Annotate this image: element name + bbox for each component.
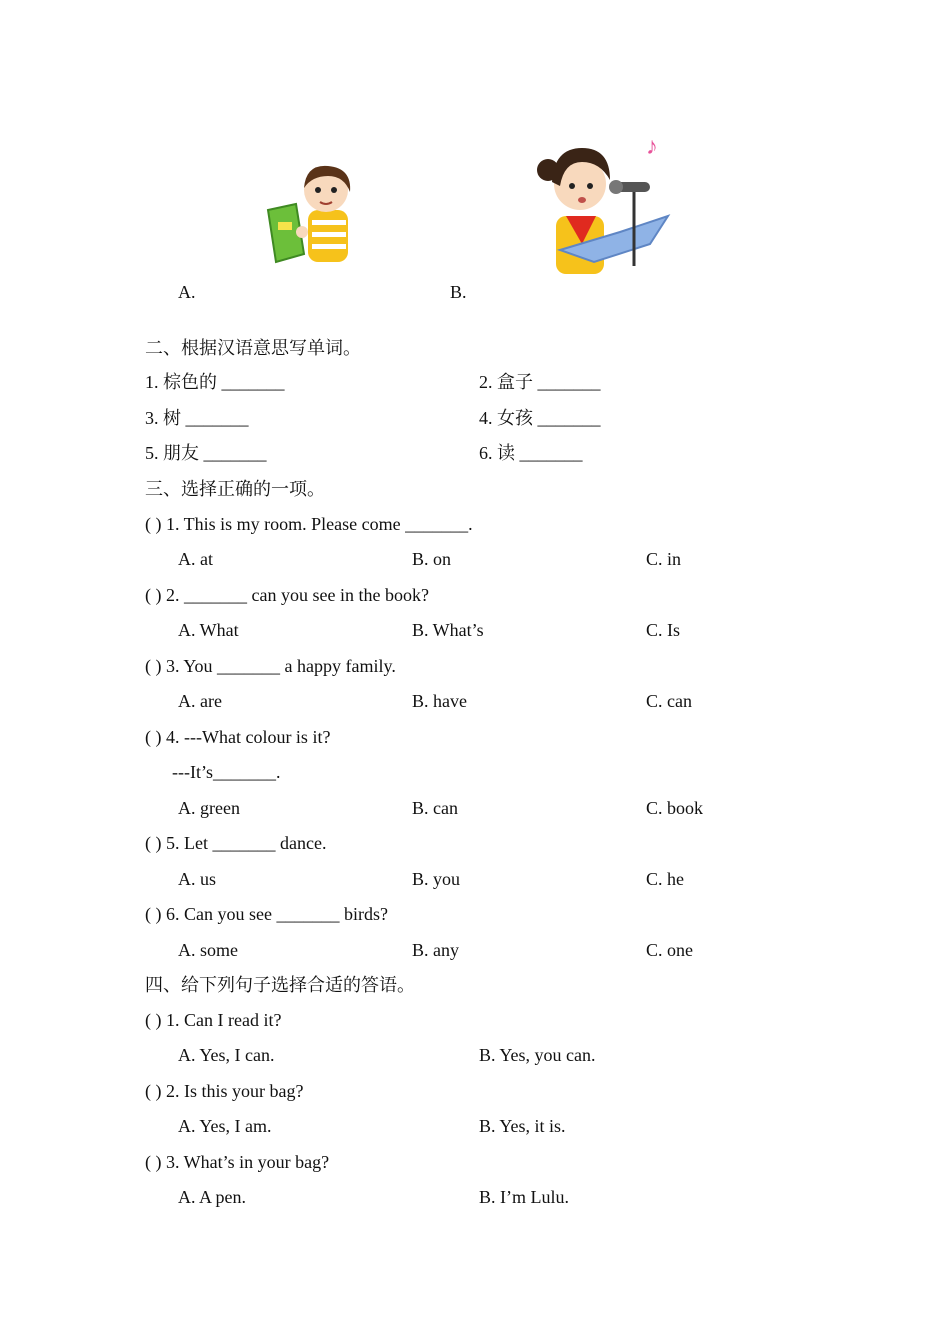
mc-q4-option-a: A. green	[178, 798, 240, 818]
mc-q3-option-b: B. have	[412, 691, 467, 711]
mc-question-4: ( ) 4. ---What colour is it?	[145, 727, 331, 747]
mc-q3-option-c: C. can	[646, 691, 692, 711]
mc-q2-option-b: B. What’s	[412, 620, 484, 640]
mc-q4-option-b: B. can	[412, 798, 458, 818]
mc-q6-option-a: A. some	[178, 940, 238, 960]
mc-q5-option-b: B. you	[412, 869, 461, 889]
mc-q4-option-c: C. book	[646, 798, 704, 818]
mc-q2-option-a: A. What	[178, 620, 239, 640]
mc-question-5: ( ) 5. Let _______ dance.	[145, 833, 327, 853]
reply-question-3: ( ) 3. What’s in your bag?	[145, 1152, 330, 1172]
section-2-heading: 二、根据汉语意思写单词。	[145, 338, 361, 358]
mc-q1-option-a: A. at	[178, 549, 213, 569]
word-item-1: 1. 棕色的 _______	[145, 372, 285, 392]
reply-q3-option-a: A. A pen.	[178, 1187, 247, 1207]
mc-q5-option-a: A. us	[178, 869, 217, 889]
mc-question-4-reply: ---It’s_______.	[172, 762, 281, 782]
reply-q2-option-a: A. Yes, I am.	[178, 1116, 272, 1136]
mc-question-1: ( ) 1. This is my room. Please come _______.	[145, 514, 473, 534]
section-4-heading: 四、给下列句子选择合适的答语。	[145, 975, 415, 995]
reply-question-1: ( ) 1. Can I read it?	[145, 1010, 282, 1030]
girl-singing-illustration	[530, 140, 680, 280]
mc-question-6: ( ) 6. Can you see _______ birds?	[145, 904, 388, 924]
mc-q1-option-c: C. in	[646, 549, 682, 569]
picture-b-label: B.	[450, 282, 467, 302]
mc-q2-option-c: C. Is	[646, 620, 681, 640]
boy-reading-illustration	[262, 158, 362, 268]
mc-question-2: ( ) 2. _______ can you see in the book?	[145, 585, 429, 605]
mc-q6-option-b: B. any	[412, 940, 459, 960]
mc-q6-option-c: C. one	[646, 940, 693, 960]
word-item-3: 3. 树 _______	[145, 408, 249, 428]
mc-q5-option-c: C. he	[646, 869, 684, 889]
music-note-icon: ♪	[646, 134, 658, 160]
word-item-4: 4. 女孩 _______	[479, 408, 601, 428]
word-item-2: 2. 盒子 _______	[479, 372, 601, 392]
reply-q2-option-b: B. Yes, it is.	[479, 1116, 566, 1136]
mc-q1-option-b: B. on	[412, 549, 452, 569]
mc-question-3: ( ) 3. You _______ a happy family.	[145, 656, 396, 676]
section-3-heading: 三、选择正确的一项。	[145, 479, 325, 499]
picture-a-label: A.	[178, 282, 196, 302]
reply-q3-option-b: B. I’m Lulu.	[479, 1187, 569, 1207]
word-item-5: 5. 朋友 _______	[145, 443, 267, 463]
word-item-6: 6. 读 _______	[479, 443, 583, 463]
reply-q1-option-a: A. Yes, I can.	[178, 1045, 275, 1065]
mc-q3-option-a: A. are	[178, 691, 222, 711]
reply-q1-option-b: B. Yes, you can.	[479, 1045, 596, 1065]
reply-question-2: ( ) 2. Is this your bag?	[145, 1081, 304, 1101]
